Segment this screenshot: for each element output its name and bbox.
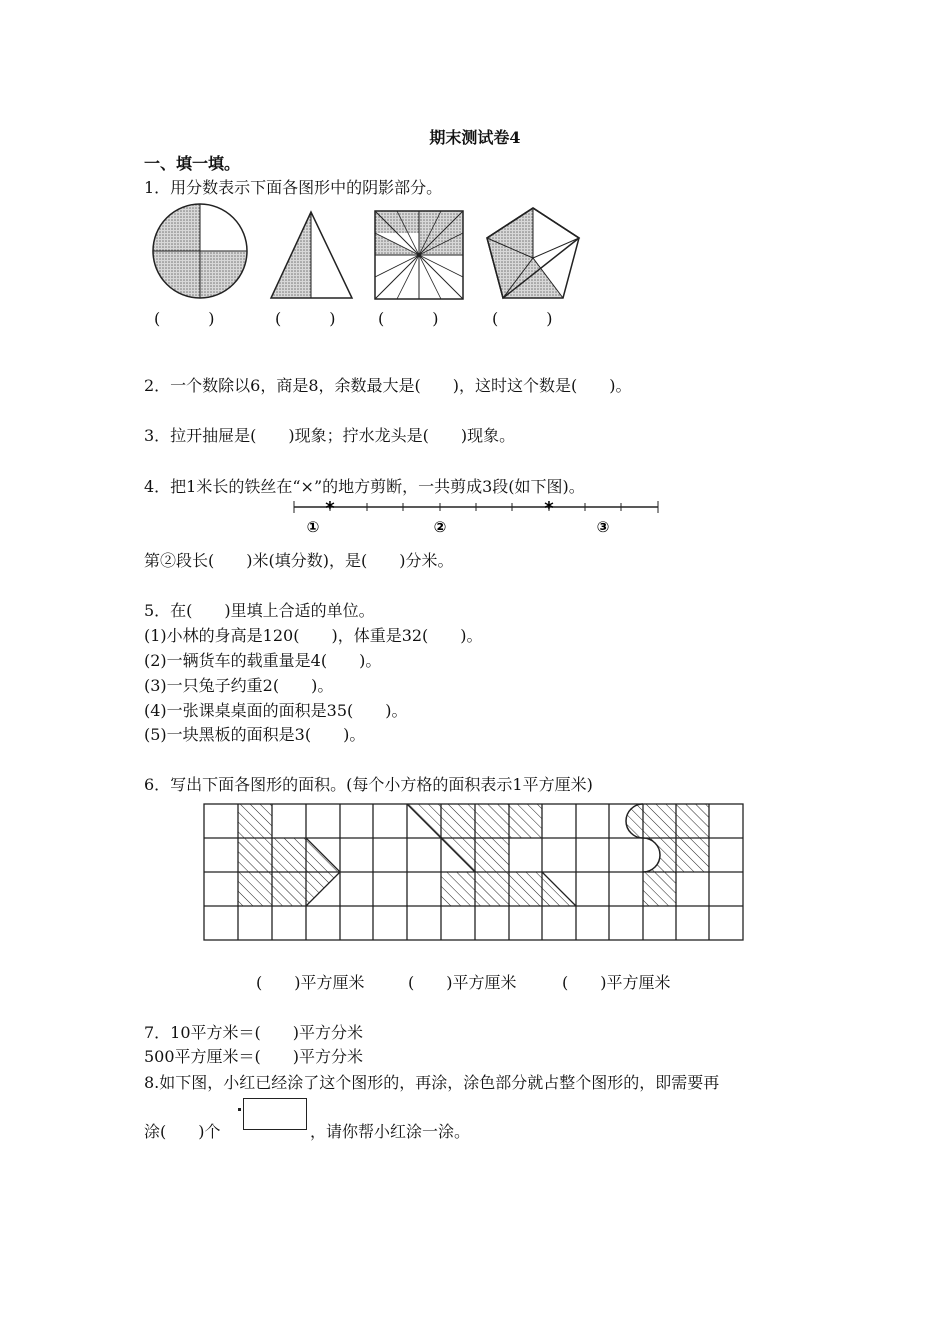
q1-blank-2[interactable]: ( )	[275, 309, 336, 328]
area-figure-3	[626, 804, 709, 906]
question-3: 3．拉开抽屉是( )现象；拧水龙头是( )现象。	[144, 426, 516, 445]
segment-label-3: ③	[596, 518, 610, 536]
q6-answer-2[interactable]: ( )平方厘米	[408, 973, 517, 992]
q5-item-3: (3)一只兔子约重2( )。	[144, 676, 334, 695]
q1-blank-1[interactable]: ( )	[154, 309, 215, 328]
q5-item-2: (2)一辆货车的载重量是4( )。	[144, 651, 382, 670]
marker-dot	[238, 1108, 241, 1111]
page-title: 期末测试卷4	[429, 128, 521, 147]
q5-item-1: (1)小林的身高是120( )，体重是32( )。	[144, 626, 483, 645]
cut-mark-1: *	[325, 498, 335, 519]
segment-label-2: ②	[433, 518, 447, 536]
question-2: 2．一个数除以6，商是8，余数最大是( )，这时这个数是( )。	[144, 376, 632, 395]
question-8-line-1: 8.如下图，小红已经涂了这个图形的，再涂，涂色部分就占整个图形的，即需要再	[144, 1073, 720, 1092]
question-8-line-2a: 涂( )个	[144, 1122, 221, 1141]
area-figure-1	[238, 804, 340, 906]
q5-item-5: (5)一块黑板的面积是3( )。	[144, 725, 366, 744]
cut-mark-2: *	[544, 498, 554, 519]
question-7-line-2: 500平方厘米＝( )平方分米	[144, 1047, 364, 1066]
question-1: 1．用分数表示下面各图形中的阴影部分。	[144, 178, 443, 197]
question-8-line-2b: ，请你帮小红涂一涂。	[310, 1122, 471, 1141]
question-7-line-1: 7．10平方米＝( )平方分米	[144, 1023, 364, 1042]
question-6: 6．写出下面各图形的面积。(每个小方格的面积表示1平方厘米)	[144, 775, 593, 794]
section-heading: 一、填一填。	[144, 154, 241, 173]
q5-item-4: (4)一张课桌桌面的面积是35( )。	[144, 701, 408, 720]
area-figure-2	[407, 804, 576, 906]
q1-blank-4[interactable]: ( )	[492, 309, 553, 328]
question-5: 5．在( )里填上合适的单位。	[144, 601, 375, 620]
blank-rectangle-shape	[243, 1098, 307, 1130]
question-4: 4．把1米长的铁丝在“×”的地方剪断，一共剪成3段(如下图)。	[144, 477, 585, 496]
q1-blank-3[interactable]: ( )	[378, 309, 439, 328]
q6-answer-1[interactable]: ( )平方厘米	[256, 973, 365, 992]
segment-label-1: ①	[306, 518, 320, 536]
question-4-answer: 第②段长( )米(填分数)，是( )分米。	[144, 551, 454, 570]
q6-answer-3[interactable]: ( )平方厘米	[562, 973, 671, 992]
